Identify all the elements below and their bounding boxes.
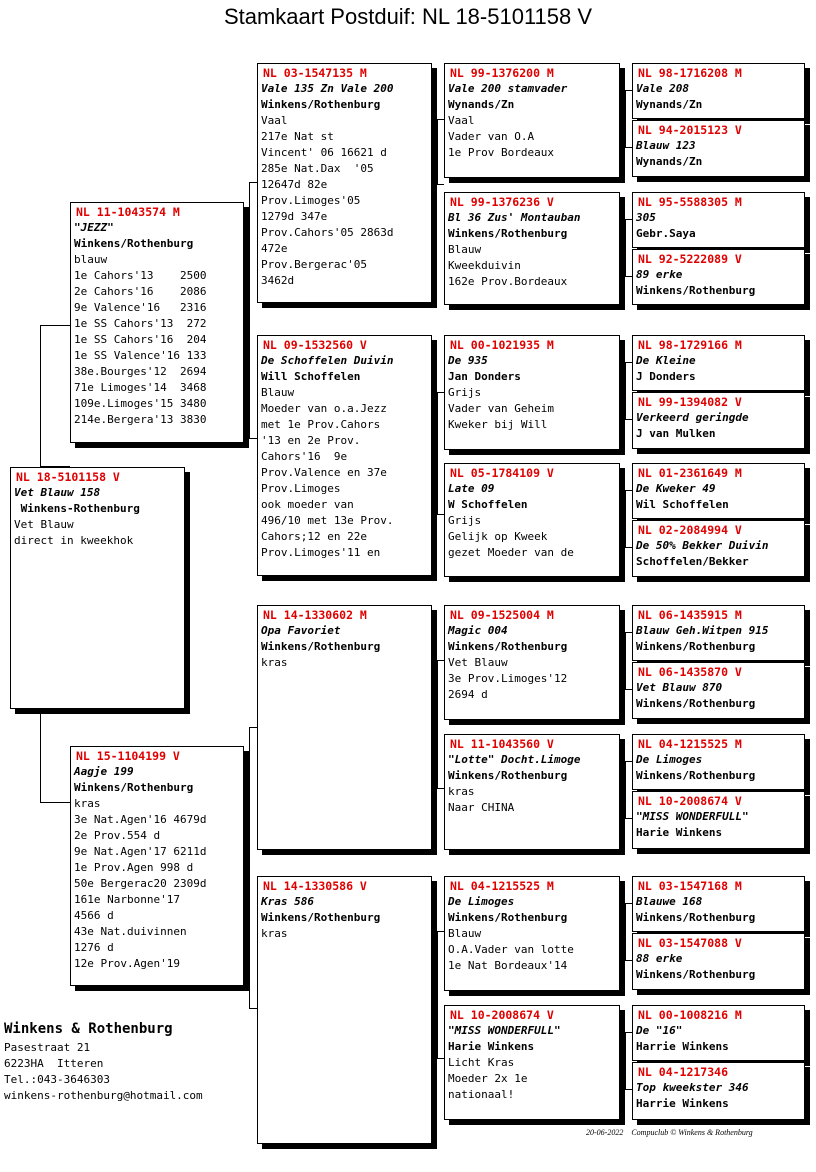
ring-number: NL 18-5101158 V <box>16 470 120 484</box>
connector-line <box>625 761 632 819</box>
info-line: Blauw <box>448 243 482 256</box>
info-line: 1e Prov Bordeaux <box>448 146 554 159</box>
ring-number: NL 01-2361649 M <box>638 466 742 480</box>
pedigree-card-g2 <box>632 120 805 177</box>
info-line: 1e Cahors'13 2500 <box>74 269 207 282</box>
pigeon-name: "MISS WONDERFULL" <box>448 1024 561 1037</box>
pigeon-name: "MISS WONDERFULL" <box>636 810 749 823</box>
connector-line <box>249 182 257 439</box>
ring-number: NL 99-1376200 M <box>450 66 554 80</box>
info-line: 9e Nat.Agen'17 6211d <box>74 845 207 858</box>
ring-number: NL 98-1729166 M <box>638 338 742 352</box>
ring-number: NL 04-1217346 <box>638 1065 729 1079</box>
owner-name: Winkens/Rothenburg <box>636 640 756 653</box>
connector-line <box>625 90 632 148</box>
info-line: 162e Prov.Bordeaux <box>448 275 568 288</box>
pedigree-card-ff <box>257 63 432 303</box>
owner-name: Wynands/Zn <box>636 98 703 111</box>
pigeon-name: De Schoffelen Duivin <box>261 354 394 367</box>
owner-name: Winkens/Rothenburg <box>636 911 756 924</box>
pedigree-card-g5 <box>632 335 805 391</box>
owner-name: Winkens/Rothenburg <box>636 968 756 981</box>
owner-name: Wynands/Zn <box>448 98 515 111</box>
footer-credit: 20-06-2022 Compuclub © Winkens & Rothenburg <box>586 1128 753 1137</box>
owner-name: Winkens/Rothenburg <box>261 98 381 111</box>
connector-line <box>625 1032 632 1090</box>
info-line: Cahors;12 en 22e <box>261 530 367 543</box>
info-line: 3462d <box>261 274 295 287</box>
info-line: O.A.Vader van lotte <box>448 943 574 956</box>
pedigree-card-g12 <box>632 791 805 849</box>
pedigree-card-g11 <box>632 734 805 790</box>
pedigree-card-g13 <box>632 876 805 932</box>
connector-line <box>437 931 444 1059</box>
info-line: 1e SS Cahors'16 204 <box>74 333 207 346</box>
pedigree-card-mmf <box>444 876 620 991</box>
pigeon-name: 305 <box>636 211 656 224</box>
info-line: Moeder 2x 1e <box>448 1072 528 1085</box>
owner-name: Winkens/Rothenburg <box>636 284 756 297</box>
owner-name: J Donders <box>636 370 696 383</box>
owner-name: Winkens/Rothenburg <box>74 781 194 794</box>
pedigree-card-g1 <box>632 63 805 119</box>
info-line: 161e Narbonne'17 <box>74 893 180 906</box>
pedigree-card-main <box>10 467 185 709</box>
pedigree-card-f <box>70 202 244 443</box>
owner-name: W Schoffelen <box>448 498 528 511</box>
owner-name: Wil Schoffelen <box>636 498 729 511</box>
info-line: 217e Nat st <box>261 130 334 143</box>
ring-number: NL 99-1394082 V <box>638 395 742 409</box>
pedigree-card-g9 <box>632 605 805 661</box>
info-line: 1276 d <box>74 941 114 954</box>
owner-name: Harrie Winkens <box>636 1040 729 1053</box>
ring-number: NL 94-2015123 V <box>638 123 742 137</box>
connector-line <box>437 392 444 515</box>
ring-number: NL 15-1104199 V <box>76 749 180 763</box>
connector-line <box>249 727 257 1009</box>
pigeon-name: De Limoges <box>636 753 703 766</box>
owner-name: Winkens/Rothenburg <box>636 697 756 710</box>
info-line: 12647d 82e <box>261 178 328 191</box>
ring-number: NL 10-2008674 V <box>638 794 742 808</box>
info-line: Grijs <box>448 386 482 399</box>
info-line: 1e Nat Bordeaux'14 <box>448 959 568 972</box>
info-line: 1e SS Cahors'13 272 <box>74 317 207 330</box>
info-line: gezet Moeder van de <box>448 546 574 559</box>
pigeon-name: Vale 135 Zn Vale 200 <box>261 82 394 95</box>
ring-number: NL 00-1008216 M <box>638 1008 742 1022</box>
pigeon-name: Top kweekster 346 <box>636 1081 749 1094</box>
pigeon-name: Late 09 <box>448 482 495 495</box>
info-line: 1e Prov.Agen 998 d <box>74 861 194 874</box>
info-line: Vet Blauw <box>14 518 74 531</box>
info-line: 2e Cahors'16 2086 <box>74 285 207 298</box>
pigeon-name: Blauwe 168 <box>636 895 703 908</box>
info-line: Vader van Geheim <box>448 402 554 415</box>
pedigree-card-mmm <box>444 1005 620 1120</box>
breeder-postcode: 6223HA Itteren <box>4 1057 104 1070</box>
pedigree-card-mff <box>444 605 620 720</box>
ring-number: NL 06-1435915 M <box>638 608 742 622</box>
info-line: 9e Valence'16 2316 <box>74 301 207 314</box>
pedigree-card-g6 <box>632 392 805 449</box>
pigeon-name: Vale 200 stamvader <box>448 82 568 95</box>
owner-name: Gebr.Saya <box>636 227 696 240</box>
owner-name: Harie Winkens <box>448 1040 535 1053</box>
pigeon-name: Vet Blauw 158 <box>14 486 101 499</box>
connector-line <box>625 903 632 961</box>
info-line: Vaal <box>261 114 288 127</box>
info-line: 214e.Bergera'13 3830 <box>74 413 207 426</box>
info-line: 50e Bergerac20 2309d <box>74 877 207 890</box>
pedigree-card-fm <box>257 335 432 576</box>
pedigree-card-m <box>70 746 244 986</box>
owner-name: Winkens/Rothenburg <box>448 769 568 782</box>
pigeon-name: Aagje 199 <box>74 765 134 778</box>
pedigree-card-g4 <box>632 249 805 305</box>
owner-name: Winkens/Rothenburg <box>261 911 381 924</box>
connector-line <box>625 490 632 548</box>
info-line: direct in kweekhok <box>14 534 134 547</box>
pigeon-name: De 50% Bekker Duivin <box>636 539 769 552</box>
info-line: Cahors'16 9e <box>261 450 348 463</box>
info-line: Blauw <box>448 927 482 940</box>
pigeon-name: 89 erke <box>636 268 683 281</box>
owner-name: Jan Donders <box>448 370 521 383</box>
owner-name: Winkens/Rothenburg <box>448 227 568 240</box>
info-line: Prov.Cahors'05 2863d <box>261 226 394 239</box>
info-line: Licht Kras <box>448 1056 515 1069</box>
pigeon-name: Bl 36 Zus' Montauban <box>448 211 581 224</box>
pedigree-card-mf <box>257 605 432 850</box>
info-line: 472e <box>261 242 288 255</box>
pigeon-name: "JEZZ" <box>74 221 114 234</box>
pigeon-name: De 935 <box>448 354 488 367</box>
info-line: 285e Nat.Dax '05 <box>261 162 374 175</box>
info-line: kras <box>261 927 288 940</box>
owner-name: Winkens/Rothenburg <box>636 769 756 782</box>
connector-line <box>625 362 632 420</box>
breeder-info <box>4 1018 203 1104</box>
owner-name: Winkens/Rothenburg <box>448 640 568 653</box>
connector-line <box>249 438 257 439</box>
pedigree-card-fmm <box>444 463 620 577</box>
ring-number: NL 03-1547088 V <box>638 936 742 950</box>
owner-name: Winkens/Rothenburg <box>261 640 381 653</box>
owner-name: Winkens/Rothenburg <box>74 237 194 250</box>
connector-line <box>625 219 632 277</box>
info-line: met 1e Prov.Cahors <box>261 418 381 431</box>
info-line: Kweker bij Will <box>448 418 548 431</box>
info-line: 2e Prov.554 d <box>74 829 161 842</box>
info-line: Gelijk op Kweek <box>448 530 548 543</box>
pigeon-name: Kras 586 <box>261 895 314 908</box>
ring-number: NL 09-1525004 M <box>450 608 554 622</box>
ring-number: NL 11-1043560 V <box>450 737 554 751</box>
pedigree-card-g3 <box>632 192 805 248</box>
pigeon-name: Blauw 123 <box>636 139 696 152</box>
info-line: Vet Blauw <box>448 656 508 669</box>
pigeon-name: Opa Favoriet <box>261 624 341 637</box>
ring-number: NL 03-1547135 M <box>263 66 367 80</box>
info-line: Prov.Limoges <box>261 482 341 495</box>
pedigree-card-g16 <box>632 1062 805 1120</box>
ring-number: NL 98-1716208 M <box>638 66 742 80</box>
info-line: kras <box>448 785 475 798</box>
ring-number: NL 05-1784109 V <box>450 466 554 480</box>
ring-number: NL 10-2008674 V <box>450 1008 554 1022</box>
pigeon-name: Vale 208 <box>636 82 689 95</box>
info-line: Prov.Valence en 37e <box>261 466 387 479</box>
ring-number: NL 11-1043574 M <box>76 205 180 219</box>
info-line: Moeder van o.a.Jezz <box>261 402 387 415</box>
breeder-name: Winkens & Rothenburg <box>4 1021 173 1037</box>
pedigree-card-fmf <box>444 335 620 450</box>
owner-name: Winkens-Rothenburg <box>14 502 140 515</box>
info-line: 12e Prov.Agen'19 <box>74 957 180 970</box>
info-line: Blauw <box>261 386 295 399</box>
info-line: Prov.Limoges'11 en <box>261 546 381 559</box>
owner-name: Wynands/Zn <box>636 155 703 168</box>
info-line: 3e Nat.Agen'16 4679d <box>74 813 207 826</box>
pedigree-card-mm <box>257 876 432 1144</box>
info-line: Grijs <box>448 514 482 527</box>
pigeon-name: "Lotte" Docht.Limoge <box>448 753 581 766</box>
pedigree-card-g10 <box>632 662 805 719</box>
info-line: 109e.Limoges'15 3480 <box>74 397 207 410</box>
info-line: Vaal <box>448 114 475 127</box>
ring-number: NL 09-1532560 V <box>263 338 367 352</box>
info-line: 3e Prov.Limoges'12 <box>448 672 568 685</box>
owner-name: Harie Winkens <box>636 826 723 839</box>
info-line: Vincent' 06 16621 d <box>261 146 387 159</box>
info-line: 496/10 met 13e Prov. <box>261 514 394 527</box>
ring-number: NL 04-1215525 M <box>638 737 742 751</box>
info-line: 4566 d <box>74 909 114 922</box>
info-line: kras <box>261 656 288 669</box>
info-line: 71e Limoges'14 3468 <box>74 381 207 394</box>
ring-number: NL 14-1330586 V <box>263 879 367 893</box>
info-line: 1279d 347e <box>261 210 328 223</box>
info-line: 38e.Bourges'12 2694 <box>74 365 207 378</box>
ring-number: NL 06-1435870 V <box>638 665 742 679</box>
connector-line <box>437 660 444 789</box>
pedigree-card-g14 <box>632 933 805 990</box>
owner-name: Will Schoffelen <box>261 370 361 383</box>
pigeon-name: De "16" <box>636 1024 683 1037</box>
pigeon-name: Magic 004 <box>448 624 508 637</box>
info-line: blauw <box>74 253 108 266</box>
ring-number: NL 00-1021935 M <box>450 338 554 352</box>
pedigree-card-g7 <box>632 463 805 519</box>
owner-name: Harrie Winkens <box>636 1097 729 1110</box>
pedigree-card-mfm <box>444 734 620 850</box>
info-line: 2694 d <box>448 688 488 701</box>
info-line: Prov.Bergerac'05 <box>261 258 367 271</box>
info-line: 1e SS Valence'16 133 <box>74 349 207 362</box>
pedigree-card-g15 <box>632 1005 805 1061</box>
info-line: Kweekduivin <box>448 259 521 272</box>
pigeon-name: Blauw Geh.Witpen 915 <box>636 624 769 637</box>
breeder-email: winkens-rothenburg@hotmail.com <box>4 1089 203 1102</box>
pigeon-name: Verkeerd geringde <box>636 411 749 424</box>
info-line: 43e Nat.duivinnen <box>74 925 187 938</box>
info-line: nationaal! <box>448 1088 515 1101</box>
breeder-phone: Tel.:043-3646303 <box>4 1073 110 1086</box>
pedigree-card-g8 <box>632 520 805 577</box>
ring-number: NL 04-1215525 M <box>450 879 554 893</box>
ring-number: NL 92-5222089 V <box>638 252 742 266</box>
pigeon-name: 88 erke <box>636 952 683 965</box>
connector-line <box>625 632 632 690</box>
pigeon-name: De Kweker 49 <box>636 482 716 495</box>
pigeon-name: De Kleine <box>636 354 696 367</box>
connector-line <box>40 325 70 467</box>
info-line: Naar CHINA <box>448 801 515 814</box>
info-line: Vader van O.A <box>448 130 535 143</box>
pigeon-name: De Limoges <box>448 895 515 908</box>
ring-number: NL 02-2084994 V <box>638 523 742 537</box>
ring-number: NL 14-1330602 M <box>263 608 367 622</box>
connector-line <box>40 709 70 803</box>
ring-number: NL 99-1376236 V <box>450 195 554 209</box>
owner-name: Winkens/Rothenburg <box>448 911 568 924</box>
info-line: '13 en 2e Prov. <box>261 434 361 447</box>
pedigree-card-ffm <box>444 192 620 305</box>
info-line: Prov.Limoges'05 <box>261 194 361 207</box>
connector-line <box>437 119 444 185</box>
ring-number: NL 03-1547168 M <box>638 879 742 893</box>
breeder-address: Pasestraat 21 <box>4 1041 91 1054</box>
info-line: ook moeder van <box>261 498 354 511</box>
info-line: kras <box>74 797 101 810</box>
pigeon-name: Vet Blauw 870 <box>636 681 723 694</box>
owner-name: J van Mulken <box>636 427 716 440</box>
page-title: Stamkaart Postduif: NL 18-5101158 V <box>223 4 593 29</box>
owner-name: Schoffelen/Bekker <box>636 555 749 568</box>
pedigree-card-fff <box>444 63 620 178</box>
ring-number: NL 95-5588305 M <box>638 195 742 209</box>
